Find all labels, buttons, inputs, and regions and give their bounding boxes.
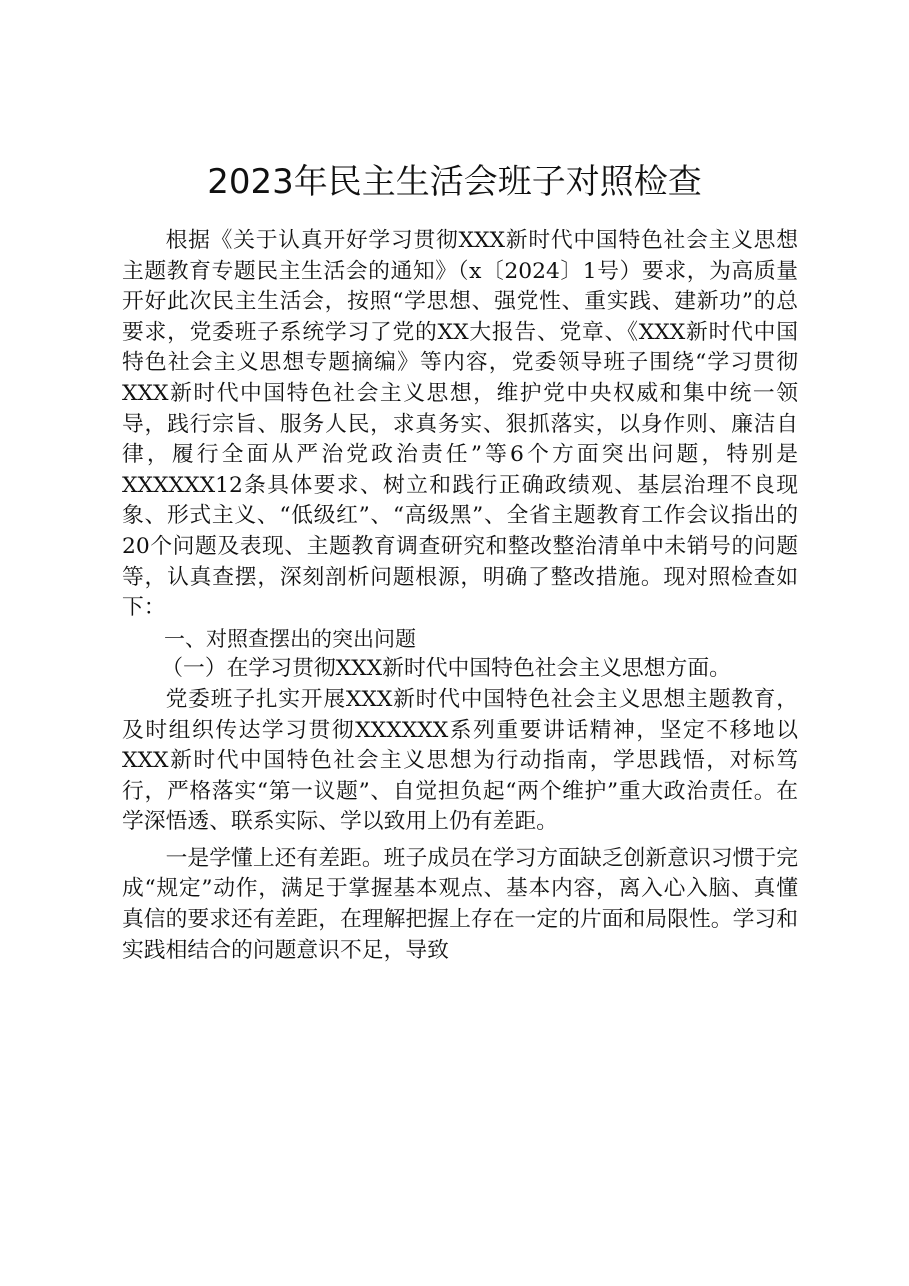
- document-body: [122, 226, 798, 966]
- document-title: 2023年民主生活会班子对照检查: [207, 162, 702, 202]
- subsection-heading-1: （一）在学习贯彻XXX新时代中国特色社会主义思想方面。: [161, 656, 731, 682]
- section-heading-1: 一、对照查摆出的突出问题: [164, 626, 416, 651]
- body-paragraph: 党委班子扎实开展XXX新时代中国特色社会主义思想主题教育，及时组织传达学习贯彻XXXXXX系列重要讲话精神，坚定不移地以XXX新时代中国特色社会主义思想为行动指南，学思践悟，对标笃行，严格落实“第一议题”、自觉担负起“两个维护”重大政治责任。在学深悟透、联系实际、学以致用上仍有差距。: [122, 686, 798, 835]
- intro-paragraph: 根据《关于认真开好学习贯彻XXX新时代中国特色社会主义思想主题教育专题民主生活会的通知》（x〔2024〕1号）要求，为高质量开好此次民主生活会，按照“学思想、强党性、重实践、建新功”的总要求，党委班子系统学习了党的XX大报告、党章、《XXX新时代中国特色社会主义思想专题摘编》等内容，党委领导班子围绕“学习贯彻XXX新时代中国特色社会主义思想，维护党中央权威和集中统一领导，践行宗旨、服务人民，求真务实、狠抓落实，以身作则、廉洁自律，履行全面从严治党政治责任”等6个方面突出问题，特别是XXXXXX12条具体要求、树立和践行正确政绩观、基层治理不良现象、形式主义、“低级红”、“高级黑”、全省主题教育工作会议指出的20个问题及表现、主题教育调查研究和整改整治清单中未销号的问题等，认真查摆，深刻剖析问题根源，明确了整改措施。现对照检查如下：: [122, 228, 798, 621]
- body-paragraph: 一是学懂上还有差距。班子成员在学习方面缺乏创新意识习惯于完成“规定”动作，满足于掌握基本观点、基本内容，离入心入脑、真懂真信的要求还有差距，在理解把握上存在一定的片面和局限性。学习和实践相结合的问题意识不足，导致: [122, 845, 798, 963]
